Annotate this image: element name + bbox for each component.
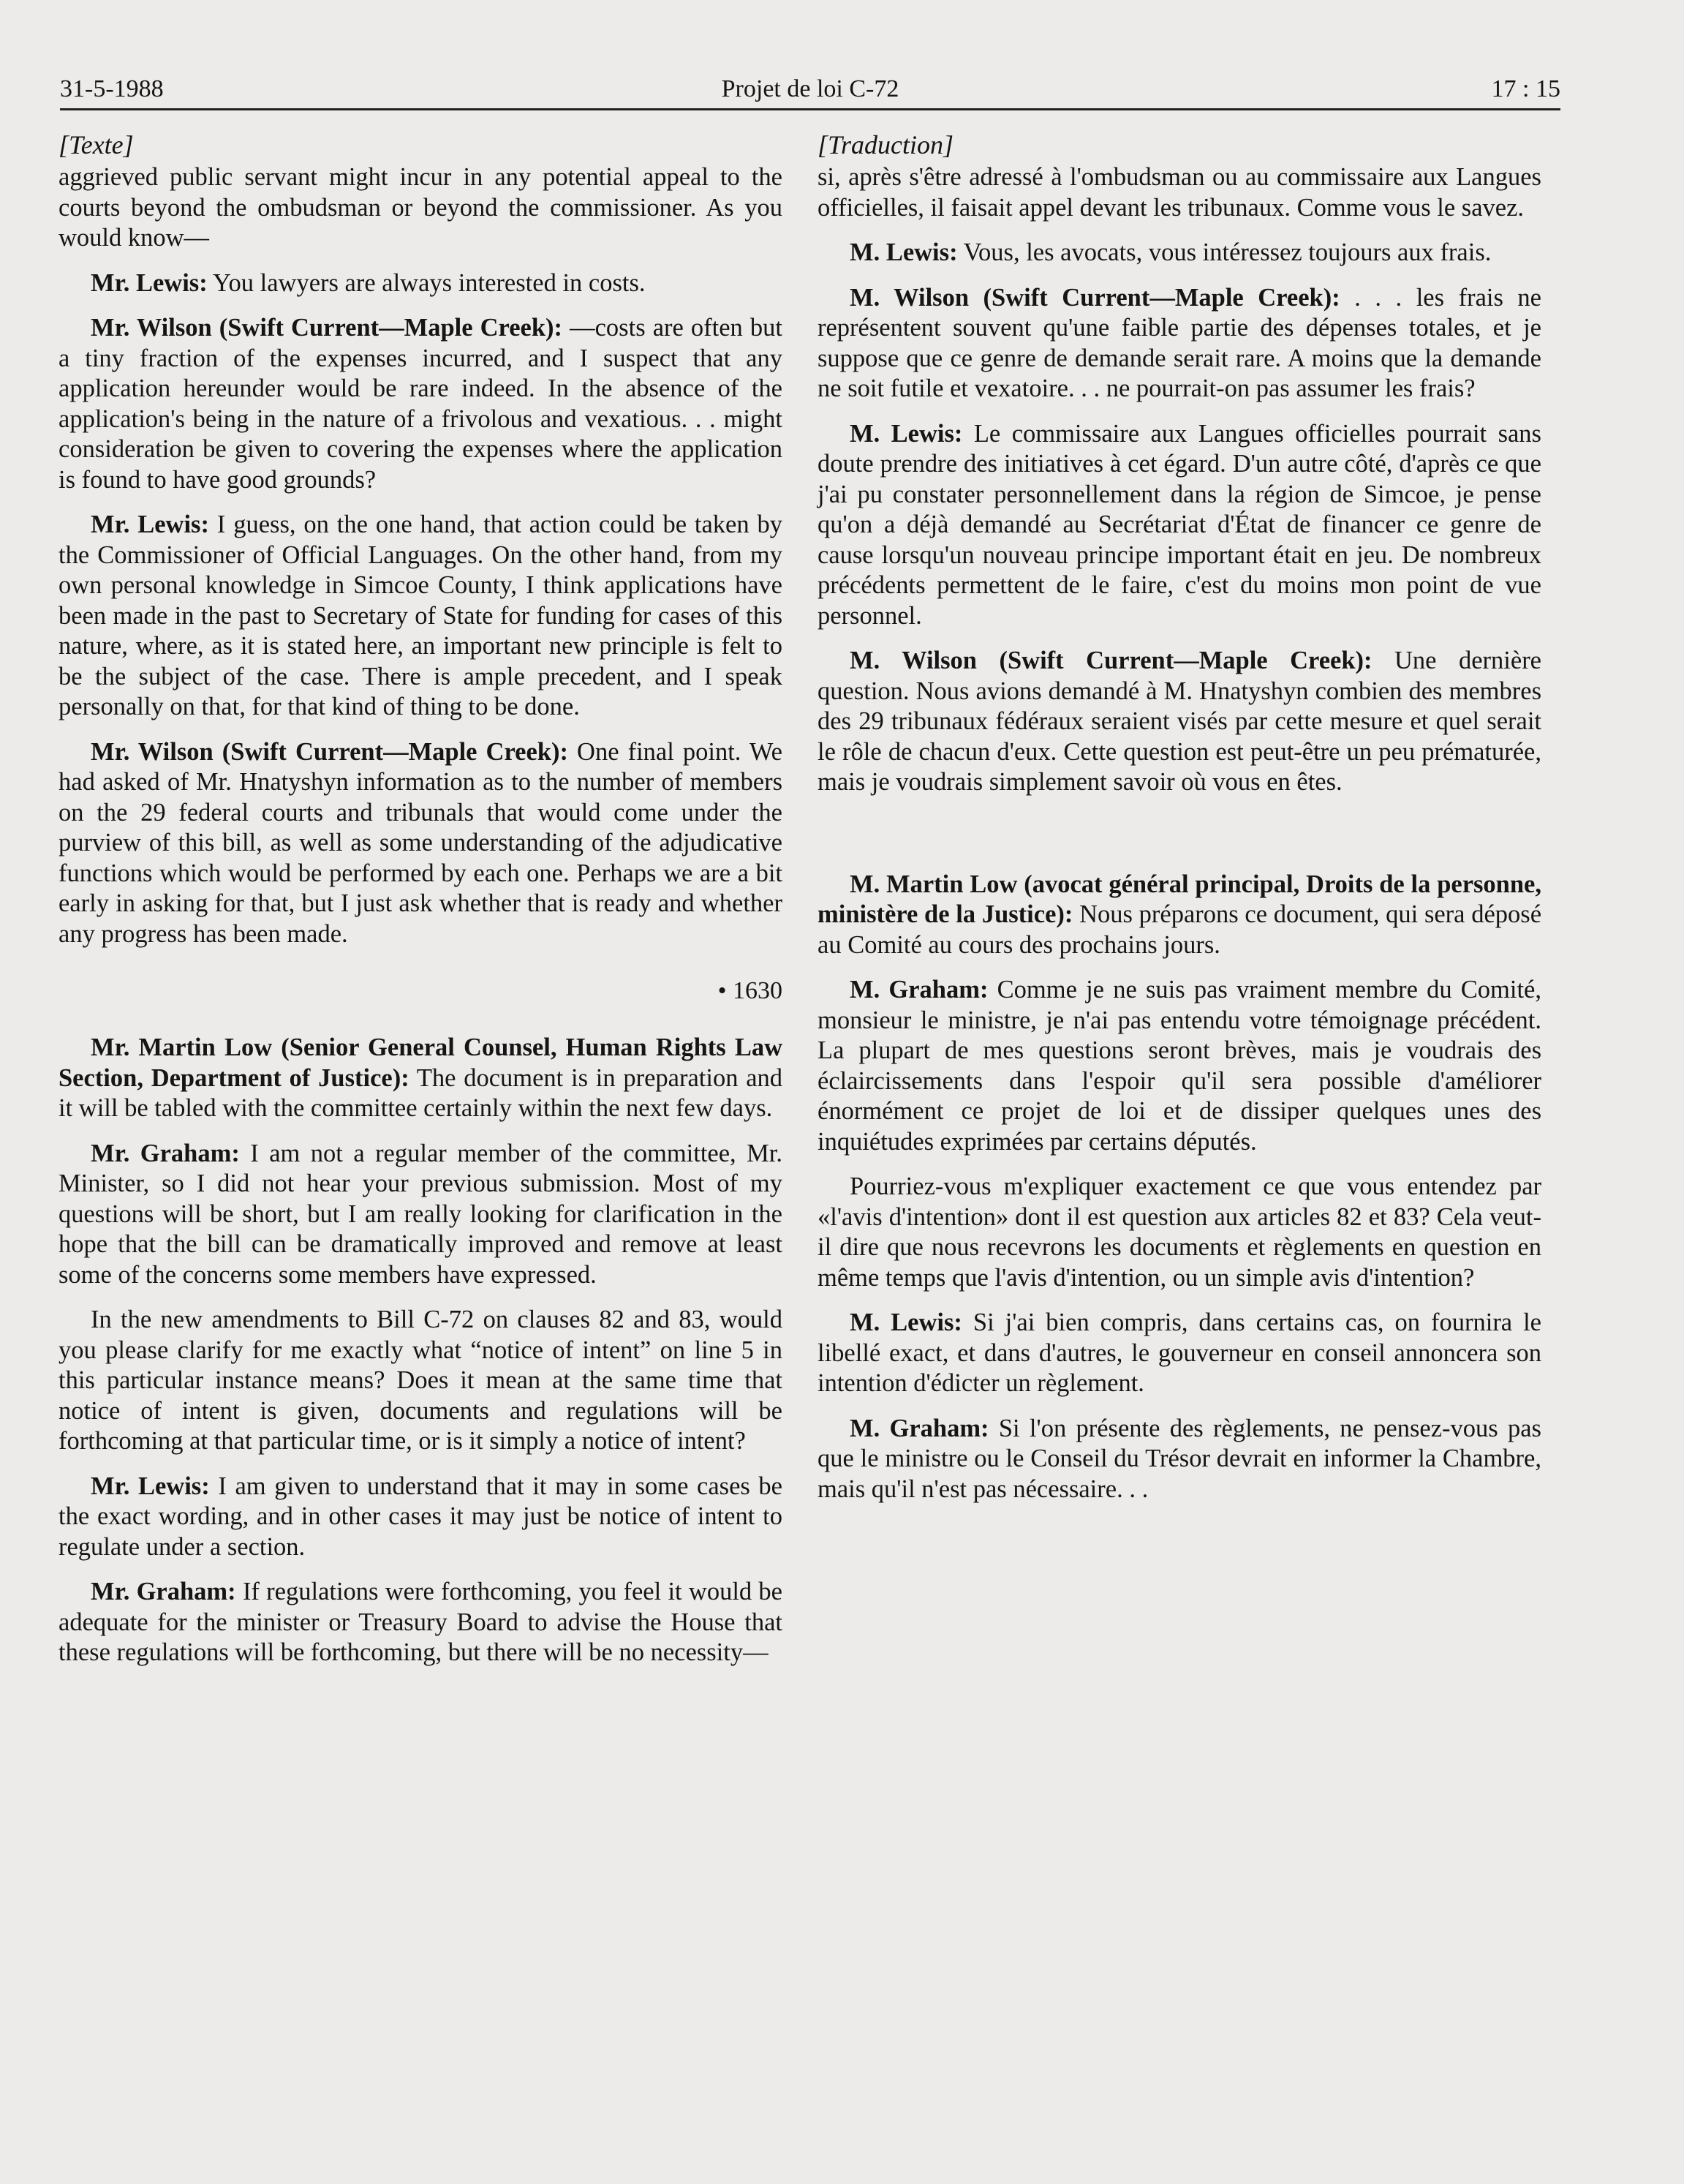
- paragraph: [818, 1172, 1541, 1293]
- paragraph-text: Comme je ne suis pas vraiment membre du Comité, monsieur le ministre, je n'ai pas entendu votre témoignage précédent. La plupart de mes questions seront brèves, mais je voudrais des éclaircissements dans l'espoir qu'il sera possible d'améliorer énormément ce projet de loi et de dissiper quelques unes des inquiétudes exprimées par certains députés.: [818, 976, 1541, 1156]
- speaker-name: Mr. Lewis:: [91, 1472, 210, 1500]
- paragraph: [58, 1472, 782, 1563]
- paragraph-text: I am given to understand that it may in some cases be the exact wording, and in other cases it may just be notice of intent to regulate under a section.: [58, 1472, 782, 1561]
- paragraph: [58, 268, 782, 299]
- speaker-name: Mr. Wilson (Swift Current—Maple Creek):: [91, 737, 568, 766]
- speaker-name: M. Wilson (Swift Current—Maple Creek):: [850, 647, 1373, 674]
- paragraph-text: Le commissaire aux Langues officielles pourrait sans doute prendre des initiatives à cet égard. D'un autre côté, d'après ce que j'ai pu constater personnellement dans la région de Simcoe, je pense qu'on a déjà demandé au Secrétariat d'État de financer ce genre de cause lorsqu'un nouveau principe important était en jeu. De nombreux précédents permettent de le faire, c'est du moins mon point de vue personnel.: [818, 419, 1541, 630]
- paragraph: [818, 1414, 1541, 1505]
- paragraph-text: The document is in preparation and it will be tabled with the committee certainly within the next few days.: [58, 1063, 783, 1122]
- paragraph: [58, 1305, 782, 1457]
- speaker-name: M. Graham:: [850, 1414, 989, 1442]
- header-date: 31-5-1988: [60, 75, 164, 102]
- paragraph: [818, 283, 1541, 404]
- paragraph-text: Une dernière question. Nous avions demandé à M. Hnatyshyn combien des membres des 29 tribunaux fédéraux seraient visés par cette mesure et quel serait le rôle de chacun d'eux. Cette question est peut-être un peu prématurée, mais je voudrais simplement savoir où vous en êtes.: [818, 647, 1541, 796]
- paragraph: [818, 162, 1541, 223]
- speaker-name: Mr. Graham:: [91, 1578, 236, 1605]
- paragraph: [58, 737, 782, 950]
- english-column: [58, 129, 782, 1683]
- paragraph: [818, 870, 1541, 961]
- paragraph: [818, 646, 1541, 798]
- speaker-name: Mr. Martin Low (Senior General Counsel, Human Rights Law Section, Department of Justice):: [58, 1033, 782, 1092]
- paragraph: [818, 238, 1541, 268]
- speaker-name: M. Lewis:: [850, 1308, 962, 1336]
- paragraph-text: One final point. We had asked of Mr. Hnatyshyn information as to the number of members on the 29 federal courts and tribunals that would come under the purview of this bill, as well as some understanding of the adjudicative functions which would be performed by each one. Perhaps we are a bit early in asking for that, but I just ask whether that is ready and whether any progress has been made.: [58, 737, 782, 948]
- paragraph: [818, 975, 1541, 1157]
- paragraph-text: In the new amendments to Bill C-72 on clauses 82 and 83, would you please clarify for me exactly what “notice of intent” on line 5 in this particular instance means? Does it mean at the same time that notice of intent is given, documents and regulations will be forthcoming at that particular time, or is it simply a notice of intent?: [58, 1306, 782, 1455]
- paragraph-text: Si l'on présente des règlements, ne pensez-vous pas que le ministre ou le Conseil du Trésor devrait en informer la Chambre, mais qu'il n'est pas nécessaire. . .: [818, 1414, 1541, 1503]
- paragraph-text: I guess, on the one hand, that action could be taken by the Commissioner of Official Languages. On the other hand, from my own personal knowledge in Simcoe County, I think applications have been made in the past to Secretary of State for funding for cases of this nature, where, as it is stated here, an important new principle is felt to be the subject of the case. There is ample precedent, and I speak personally on that, for that kind of thing to be done.: [58, 511, 782, 720]
- paragraph-text: I am not a regular member of the committee, Mr. Minister, so I did not hear your previous submission. Most of my questions will be short, but I am really looking for clarification in the hope that the bill can be dramatically improved and remove at least some of the concerns some members have expressed.: [58, 1139, 782, 1289]
- speaker-name: M. Martin Low (avocat général principal, Droits de la personne, ministère de la Justice):: [818, 870, 1541, 928]
- paragraph: [818, 1308, 1541, 1399]
- speaker-name: M. Graham:: [850, 976, 989, 1003]
- speaker-name: Mr. Lewis:: [91, 268, 208, 297]
- speaker-name: Mr. Lewis:: [91, 511, 209, 538]
- paragraph: [58, 1033, 782, 1124]
- paragraph-text: si, après s'être adressé à l'ombudsman ou au commissaire aux Langues officielles, il faisait appel devant les tribunaux. Comme vous le savez.: [818, 163, 1541, 222]
- paragraph-text: . . . les frais ne représentent souvent qu'une faible partie des dépenses totales, et je suppose que ce genre de demande serait rare. A moins que la demande ne soit futile et vexatoire. . . ne pourrait-on pas assumer les frais?: [818, 283, 1541, 402]
- header-page-number: 17 : 15: [1491, 75, 1560, 102]
- paragraph-text: —costs are often but a tiny fraction of the expenses incurred, and I suspect that any application hereunder would be rare indeed. In the absence of the application's being in the nature of a frivolous and vexatious. . . might consideration be given to covering the expenses where the application is found to have good grounds?: [58, 314, 782, 494]
- speaker-name: M. Wilson (Swift Current—Maple Creek):: [850, 283, 1340, 312]
- paragraph-text: Pourriez-vous m'expliquer exactement ce que vous entendez par «l'avis d'intention» dont il est question aux articles 82 et 83? Cela veut-il dire que nous recevrons les documents et règlements en question en même temps que l'avis d'intention, ou un simple avis d'intention?: [818, 1172, 1541, 1292]
- column-label-texte: [Texte]: [58, 130, 134, 159]
- speaker-name: M. Lewis:: [850, 238, 958, 266]
- paragraph: [58, 1577, 782, 1668]
- paragraph-text: If regulations were forthcoming, you feel it would be adequate for the minister or Treasury Board to advise the House that these regulations will be forthcoming, but there will be no necessity—: [58, 1578, 782, 1666]
- french-column: [818, 129, 1541, 1519]
- running-head: [60, 73, 1560, 110]
- time-marker: • 1630: [717, 977, 782, 1004]
- paragraph-text: Si j'ai bien compris, dans certains cas, on fournira le libellé exact, et dans d'autres, le gouverneur en conseil annoncera son intention d'édicter un règlement.: [818, 1308, 1541, 1397]
- paragraph: [58, 313, 782, 495]
- paragraph: [58, 162, 782, 254]
- column-label-traduction: [Traduction]: [818, 130, 954, 159]
- paragraph: [818, 419, 1541, 632]
- speaker-name: Mr. Graham:: [91, 1139, 240, 1167]
- paragraph-text: Vous, les avocats, vous intéressez toujours aux frais.: [957, 238, 1492, 266]
- paragraph: [58, 1139, 782, 1291]
- header-title: Projet de loi C-72: [721, 75, 899, 102]
- paragraph-text: You lawyers are always interested in costs.: [207, 268, 646, 297]
- speaker-name: M. Lewis:: [850, 419, 963, 448]
- paragraph-text: aggrieved public servant might incur in any potential appeal to the courts beyond the ombudsman or beyond the commissioner. As you would know—: [58, 163, 782, 252]
- speaker-name: Mr. Wilson (Swift Current—Maple Creek):: [91, 314, 563, 342]
- column-spacer: [818, 813, 1541, 870]
- paragraph: [58, 510, 782, 723]
- paragraph-text: Nous préparons ce document, qui sera déposé au Comité au cours des prochains jours.: [818, 900, 1542, 959]
